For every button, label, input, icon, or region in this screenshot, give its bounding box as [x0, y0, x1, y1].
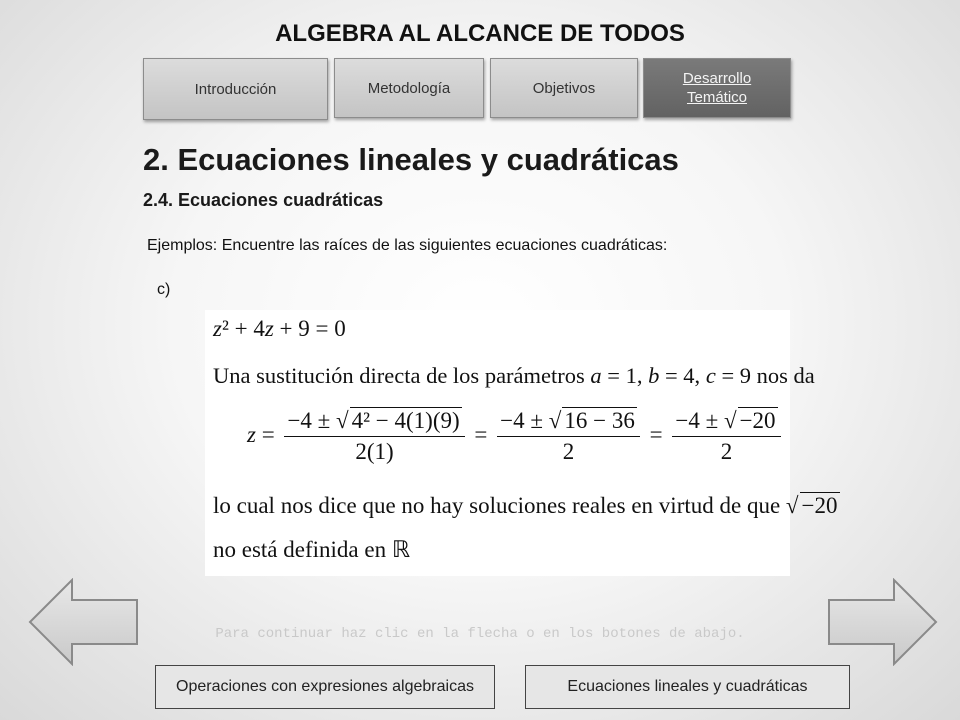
- example-label: c): [157, 281, 171, 298]
- math-example-image: [205, 310, 838, 576]
- continue-hint: Para continuar haz clic en la flecha o en los botones de abajo.: [215, 626, 745, 642]
- tab-desarrollo-tematico[interactable]: Desarrollo Temático: [643, 58, 791, 118]
- tab-metodologia[interactable]: Metodología: [334, 58, 484, 118]
- examples-instruction: Ejemplos: Encuentre las raíces de las siguientes ecuaciones cuadráticas:: [147, 237, 668, 254]
- arrow-left-icon[interactable]: [28, 578, 140, 666]
- conclusion-text: lo cual nos dice que no hay soluciones reales en virtud de que √ −20: [213, 493, 838, 518]
- page-title: ALGEBRA AL ALCANCE DE TODOS: [275, 20, 685, 47]
- substitution-text: Una sustitución directa de los parámetros a = 1, b = 4, c = 9 nos da: [213, 363, 815, 388]
- prev-topic-button[interactable]: Operaciones con expresiones algebraicas: [155, 665, 495, 709]
- tab-introduccion[interactable]: Introducción: [143, 58, 328, 120]
- section-subheading: 2.4. Ecuaciones cuadráticas: [143, 190, 384, 210]
- equation-line: z² + 4z + 9 = 0: [213, 316, 346, 341]
- next-topic-button[interactable]: Ecuaciones lineales y cuadráticas: [525, 665, 850, 709]
- tab-objetivos[interactable]: Objetivos: [490, 58, 638, 118]
- section-heading: 2. Ecuaciones lineales y cuadráticas: [143, 142, 679, 177]
- arrow-right-icon[interactable]: [826, 578, 938, 666]
- conclusion-text-2: no está definida en ℝ: [213, 537, 411, 562]
- quadratic-formula-steps: z = $\frac{\text{−4 ± √ 4² − 4(1)(9)}}{2(1)}$ = $\frac{-4 \pm √ 16 - 36}{2}$ = $\frac{-4 \pm √ -20}{2}$: [247, 408, 785, 465]
